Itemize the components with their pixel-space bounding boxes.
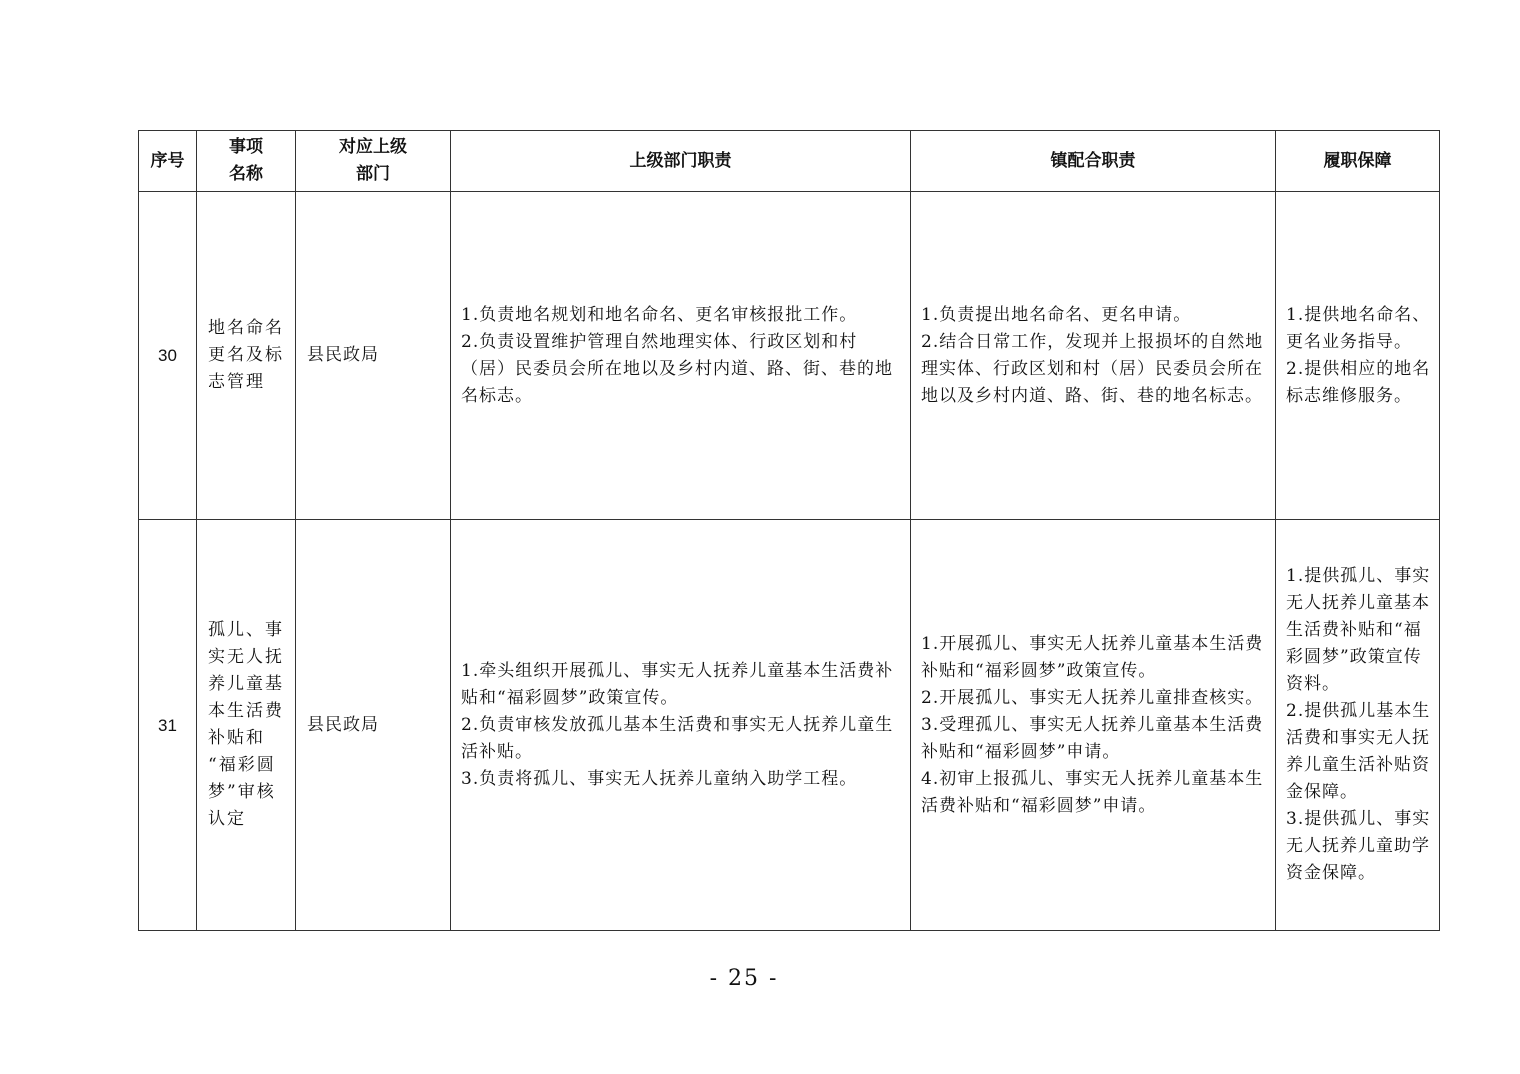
superior-dept: 县民政局 xyxy=(296,192,451,520)
duty-item: 1.负责提出地名命名、更名申请。 xyxy=(921,304,1192,325)
guarantee-item: 2.提供孤儿基本生活费和事实无人抚养儿童生活补贴资金保障。 xyxy=(1286,701,1431,802)
duty-item: 2.负责审核发放孤儿基本生活费和事实无人抚养儿童生活补贴。 xyxy=(461,714,894,762)
item-name-line: “福彩圆 xyxy=(208,755,276,775)
town-duties xyxy=(911,520,1276,931)
duty-item: 3.受理孤儿、事实无人抚养儿童基本生活费补贴和“福彩圆梦”申请。 xyxy=(921,714,1264,762)
item-name-line: 实无人抚 xyxy=(208,647,284,667)
guarantee-item: 1.提供孤儿、事实无人抚养儿童基本生活费补贴和“福彩圆梦”政策宣传资料。 xyxy=(1286,566,1431,694)
row-number: 31 xyxy=(139,520,197,931)
item-name-line: 志管理 xyxy=(208,372,265,392)
row-number: 30 xyxy=(139,192,197,520)
duty-item: 2.开展孤儿、事实无人抚养儿童排查核实。 xyxy=(921,687,1264,708)
duty-item: 1.开展孤儿、事实无人抚养儿童基本生活费补贴和“福彩圆梦”政策宣传。 xyxy=(921,633,1264,681)
table-row xyxy=(139,192,1440,520)
table-header-row xyxy=(139,131,1440,192)
item-name-line: 梦”审核 xyxy=(208,782,276,802)
guarantee xyxy=(1276,192,1440,520)
item-name-line: 认定 xyxy=(208,809,246,829)
town-duties xyxy=(911,192,1276,520)
table-row xyxy=(139,520,1440,931)
item-name-line: 养儿童基 xyxy=(208,674,284,694)
page-number: - 25 - xyxy=(709,966,779,991)
superior-dept: 县民政局 xyxy=(296,520,451,931)
duty-item: 1.负责地名规划和地名命名、更名审核报批工作。 xyxy=(461,304,858,325)
header-guarantee: 履职保障 xyxy=(1276,131,1440,192)
guarantee-item: 1.提供地名命名、更名业务指导。 xyxy=(1286,304,1431,352)
header-item-name: 事项 名称 xyxy=(197,131,296,192)
item-name-line: 更名及标 xyxy=(208,345,284,365)
guarantee-item: 2.提供相应的地名标志维修服务。 xyxy=(1286,358,1431,406)
superior-duties xyxy=(451,520,911,931)
header-superior-dept: 对应上级 部门 xyxy=(296,131,451,192)
item-name-line: 补贴和 xyxy=(208,728,265,748)
duty-item: 4.初审上报孤儿、事实无人抚养儿童基本生活费补贴和“福彩圆梦”申请。 xyxy=(921,768,1264,816)
item-name xyxy=(197,192,296,520)
guarantee xyxy=(1276,520,1440,931)
duty-item: 2.负责设置维护管理自然地理实体、行政区划和村（居）民委员会所在地以及乡村内道、路、街、巷的地名标志。 xyxy=(461,331,893,406)
duty-item: 3.负责将孤儿、事实无人抚养儿童纳入助学工程。 xyxy=(461,768,858,789)
header-town-duties: 镇配合职责 xyxy=(911,131,1276,192)
header-superior-duties: 上级部门职责 xyxy=(451,131,911,192)
item-name-line: 地名命名 xyxy=(208,318,284,338)
item-name xyxy=(197,520,296,931)
item-name-line: 本生活费 xyxy=(208,701,284,721)
guarantee-item: 3.提供孤儿、事实无人抚养儿童助学资金保障。 xyxy=(1286,809,1431,883)
header-no: 序号 xyxy=(139,131,197,192)
duty-item: 2.结合日常工作，发现并上报损坏的自然地理实体、行政区划和村（居）民委员会所在地以及乡村内道、路、街、巷的地名标志。 xyxy=(921,331,1264,406)
item-name-line: 孤儿、事 xyxy=(208,620,284,640)
responsibility-table xyxy=(138,130,1440,931)
duty-item: 1.牵头组织开展孤儿、事实无人抚养儿童基本生活费补贴和“福彩圆梦”政策宣传。 xyxy=(461,660,894,708)
superior-duties xyxy=(451,192,911,520)
